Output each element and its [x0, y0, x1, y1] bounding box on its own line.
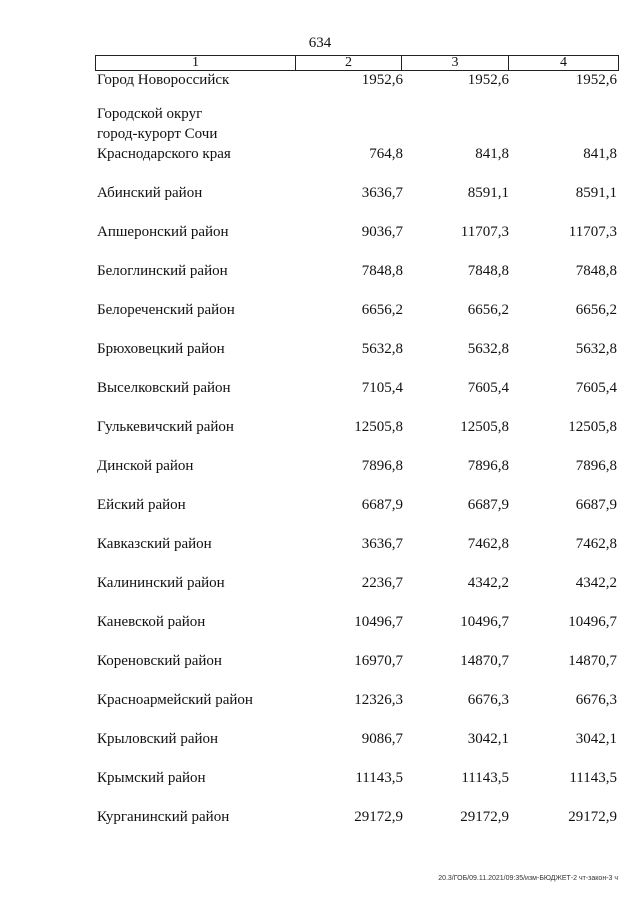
value-col-3: 29172,9	[460, 809, 509, 825]
value-col-3: 3042,1	[467, 731, 509, 747]
value-col-3: 6687,9	[467, 497, 509, 513]
value-col-3: 6656,2	[467, 302, 509, 318]
value-col-2: 2236,7	[361, 575, 403, 591]
value-col-2: 16970,7	[354, 653, 403, 669]
value-col-3: 7605,4	[467, 380, 509, 396]
region-name: Курганинский район	[97, 809, 230, 825]
value-col-2: 3636,7	[361, 185, 403, 201]
value-col-3: 5632,8	[467, 341, 509, 357]
value-col-3: 12505,8	[460, 419, 509, 435]
value-col-4: 6656,2	[575, 302, 617, 318]
value-col-2: 29172,9	[354, 809, 403, 825]
region-name: Выселковский район	[97, 380, 231, 396]
value-col-3: 7896,8	[467, 458, 509, 474]
header-col-3: 3	[402, 56, 509, 70]
region-name: Калининский район	[97, 575, 225, 591]
value-col-4: 14870,7	[568, 653, 617, 669]
header-col-2: 2	[296, 56, 402, 70]
value-col-2: 9086,7	[361, 731, 403, 747]
value-col-4: 6687,9	[575, 497, 617, 513]
region-name: Крыловский район	[97, 731, 219, 747]
value-col-3: 1952,6	[467, 72, 509, 88]
value-col-4: 8591,1	[575, 185, 617, 201]
region-name: Каневской район	[97, 614, 206, 630]
value-col-4: 11143,5	[569, 770, 617, 786]
value-col-2: 3636,7	[361, 536, 403, 552]
value-col-3: 7462,8	[467, 536, 509, 552]
region-name: Кавказский район	[97, 536, 212, 552]
value-col-3: 841,8	[475, 146, 509, 162]
region-name: Город Новороссийск	[97, 72, 230, 88]
region-name: Городской округ город-курорт Сочи Краснодарского края	[97, 106, 231, 162]
value-col-2: 12505,8	[354, 419, 403, 435]
value-col-4: 7896,8	[575, 458, 617, 474]
value-col-4: 3042,1	[575, 731, 617, 747]
value-col-2: 6656,2	[361, 302, 403, 318]
region-name: Апшеронский район	[97, 224, 229, 240]
value-col-4: 1952,6	[575, 72, 617, 88]
page-number: 634	[308, 35, 332, 51]
value-col-4: 12505,8	[568, 419, 617, 435]
value-col-3: 6676,3	[467, 692, 509, 708]
region-name: Белореченский район	[97, 302, 235, 318]
region-name: Брюховецкий район	[97, 341, 225, 357]
value-col-4: 10496,7	[568, 614, 617, 630]
value-col-2: 5632,8	[361, 341, 403, 357]
value-col-2: 764,8	[369, 146, 403, 162]
value-col-2: 11143,5	[355, 770, 403, 786]
document-footer-code: 20.3/ГОБ/09.11.2021/09:35/изм-БЮДЖЕТ-2 чт-закон-3 ч	[438, 875, 618, 882]
value-col-4: 7462,8	[575, 536, 617, 552]
value-col-2: 10496,7	[354, 614, 403, 630]
region-name: Динской район	[97, 458, 194, 474]
value-col-4: 29172,9	[568, 809, 617, 825]
value-col-4: 6676,3	[575, 692, 617, 708]
value-col-4: 11707,3	[568, 224, 617, 240]
value-col-4: 7605,4	[575, 380, 617, 396]
value-col-3: 10496,7	[460, 614, 509, 630]
value-col-2: 7848,8	[361, 263, 403, 279]
region-name: Гулькевичский район	[97, 419, 234, 435]
value-col-4: 4342,2	[575, 575, 617, 591]
header-col-1: 1	[96, 56, 296, 70]
value-col-3: 7848,8	[467, 263, 509, 279]
region-name: Крымский район	[97, 770, 206, 786]
value-col-2: 12326,3	[354, 692, 403, 708]
value-col-2: 9036,7	[361, 224, 403, 240]
value-col-3: 8591,1	[467, 185, 509, 201]
value-col-2: 7896,8	[361, 458, 403, 474]
value-col-4: 7848,8	[575, 263, 617, 279]
value-col-2: 6687,9	[361, 497, 403, 513]
value-col-3: 11143,5	[461, 770, 509, 786]
region-name: Красноармейский район	[97, 692, 253, 708]
value-col-2: 7105,4	[361, 380, 403, 396]
value-col-2: 1952,6	[361, 72, 403, 88]
value-col-4: 5632,8	[575, 341, 617, 357]
region-name: Абинский район	[97, 185, 203, 201]
region-name: Белоглинский район	[97, 263, 228, 279]
header-col-4: 4	[560, 55, 567, 70]
value-col-3: 11707,3	[460, 224, 509, 240]
value-col-4: 841,8	[583, 146, 617, 162]
value-col-3: 14870,7	[460, 653, 509, 669]
region-name: Кореновский район	[97, 653, 222, 669]
value-col-3: 4342,2	[467, 575, 509, 591]
region-name: Ейский район	[97, 497, 186, 513]
